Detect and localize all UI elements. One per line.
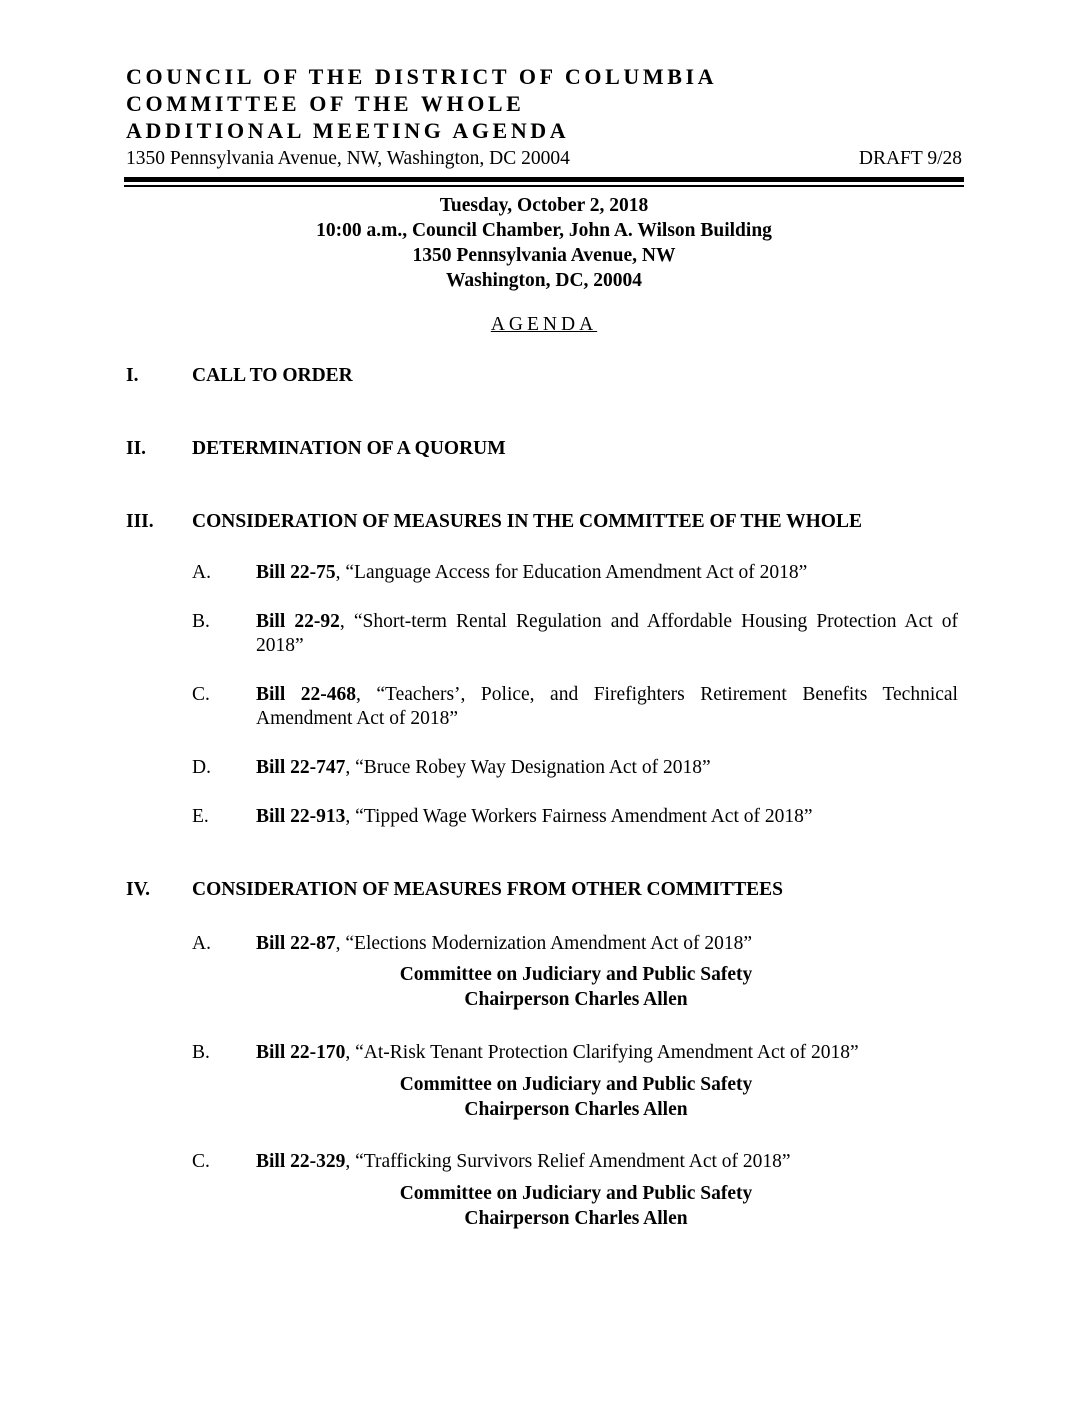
bill-number: Bill 22-87 [256,933,336,954]
section-title: CONSIDERATION OF MEASURES FROM OTHER COMMITTEES [192,879,784,900]
section-title: CONSIDERATION OF MEASURES IN THE COMMITTEE OF THE WHOLE [192,511,862,532]
bill-title: , “At-Risk Tenant Protection Clarifying Amendment Act of 2018” [345,1042,859,1063]
header-council-name: COUNCIL OF THE DISTRICT OF COLUMBIA [126,64,718,89]
agenda-heading-text: AGENDA [490,314,598,335]
item-letter: C. [192,1151,210,1172]
section-title: DETERMINATION OF A QUORUM [192,438,506,459]
header-document-title: ADDITIONAL MEETING AGENDA [126,118,570,143]
bill-number: Bill 22-747 [256,757,346,778]
bill-title: , “Teachers’, Police, and Firefighters Retirement Benefits Technical Amendment Act of 2018” [256,684,958,729]
section-number: IV. [126,879,151,900]
committee-chair: Chairperson Charles Allen [464,1099,688,1120]
committee-chair: Chairperson Charles Allen [464,989,688,1010]
agenda-item [256,683,958,731]
section-number: III. [126,511,154,532]
bill-title: , “Tipped Wage Workers Fairness Amendment Act of 2018” [345,806,813,827]
bill-number: Bill 22-329 [256,1151,346,1172]
item-letter: D. [192,757,211,778]
meeting-time-location: 10:00 a.m., Council Chamber, John A. Wilson Building [316,220,772,241]
header-address: 1350 Pennsylvania Avenue, NW, Washington, DC 20004 [126,148,570,169]
agenda-heading [0,314,1088,336]
meeting-street: 1350 Pennsylvania Avenue, NW [412,245,676,266]
agenda-item [256,932,958,956]
bill-number: Bill 22-92 [256,611,340,632]
bill-number: Bill 22-75 [256,562,336,583]
section-number: I. [126,365,139,386]
bill-title: , “Bruce Robey Way Designation Act of 2018” [345,757,711,778]
header-rule-thin [124,185,964,187]
agenda-item [256,1150,958,1174]
item-letter: A. [192,933,211,954]
agenda-item [256,561,958,585]
item-letter: E. [192,806,209,827]
agenda-item [256,1041,958,1065]
bill-number: Bill 22-468 [256,684,357,705]
committee-name: Committee on Judiciary and Public Safety [399,1183,753,1204]
section-title: CALL TO ORDER [192,365,353,386]
section-number: II. [126,438,147,459]
item-letter: B. [192,611,210,632]
header-address-row [126,148,962,170]
bill-title: , “Short-term Rental Regulation and Affordable Housing Protection Act of 2018” [256,611,958,656]
committee-name: Committee on Judiciary and Public Safety [399,964,753,985]
bill-number: Bill 22-170 [256,1042,346,1063]
committee-chair: Chairperson Charles Allen [464,1208,688,1229]
agenda-item [256,610,958,658]
committee-name: Committee on Judiciary and Public Safety [399,1074,753,1095]
item-letter: B. [192,1042,210,1063]
bill-title: , “Language Access for Education Amendment Act of 2018” [335,562,808,583]
agenda-item [256,756,958,780]
meeting-date: Tuesday, October 2, 2018 [439,195,649,216]
agenda-item [256,805,958,829]
draft-label: DRAFT 9/28 [858,148,962,169]
item-letter: C. [192,684,210,705]
bill-title: , “Trafficking Survivors Relief Amendment Act of 2018” [345,1151,791,1172]
item-letter: A. [192,562,211,583]
bill-number: Bill 22-913 [256,806,346,827]
header-committee-name: COMMITTEE OF THE WHOLE [126,91,525,116]
meeting-city: Washington, DC, 20004 [445,270,643,291]
bill-title: , “Elections Modernization Amendment Act of 2018” [335,933,753,954]
header-rule-thick [124,177,964,182]
